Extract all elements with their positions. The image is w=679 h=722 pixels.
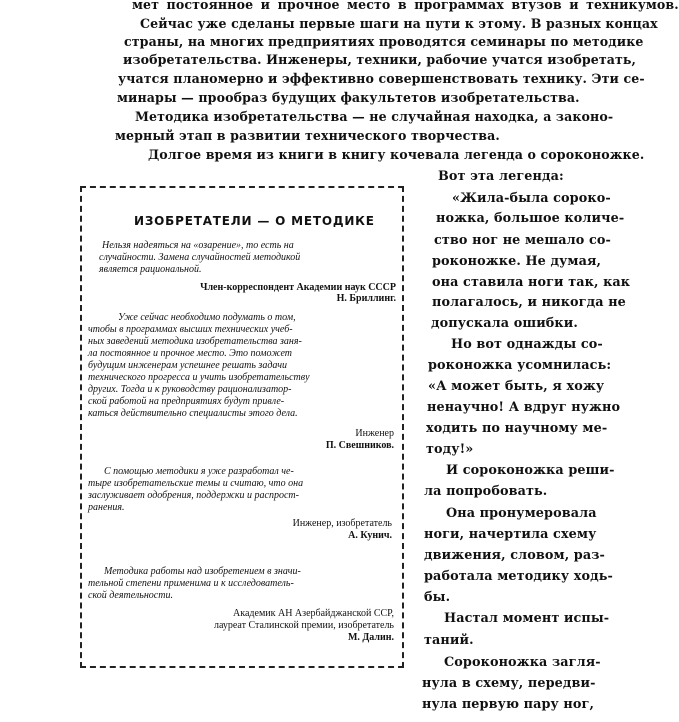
column-line-18: ноги, начертила схему — [424, 527, 597, 542]
quote-2-line-4: ла постоянное и прочное место. Это поможет — [88, 348, 292, 359]
column-line-10: роконожка усомнилась: — [428, 358, 612, 373]
column-line-2: «Жила-была сороко- — [452, 191, 611, 206]
quote-1-line-1: Нельзя надеяться на «озарение», то есть на — [102, 240, 294, 251]
quote-1-line-3: является рациональной. — [99, 264, 202, 275]
quote-3-line-1: С помощью методики я уже разработал че- — [104, 466, 294, 477]
column-line-6: она ставила ноги так, как — [432, 275, 631, 290]
quote-3-line-4: ранения. — [88, 502, 125, 513]
quote-2-line-2: чтобы в программах высших технических учеб- — [88, 324, 293, 335]
column-line-23: таний. — [424, 633, 474, 648]
quote-4-line-1: Методика работы над изобретением в значи- — [104, 566, 301, 577]
article-line-2: Сейчас уже сделаны первые шаги на пути к этому. В разных концах — [140, 16, 658, 31]
article-line-8: мерный этап в развитии технического творчества. — [115, 128, 500, 143]
quote-3-line-3: заслуживает одобрения, поддержки и распрост- — [88, 490, 299, 501]
column-line-8: допускала ошибки. — [431, 316, 578, 331]
column-line-22: Настал момент испы- — [444, 611, 610, 626]
column-line-19: движения, словом, раз- — [424, 548, 605, 563]
quote-2-line-9: каться действительно специалисты этого дела. — [88, 408, 298, 419]
column-line-4: ство ног не мешало со- — [434, 233, 611, 248]
column-line-20: работала методику ходь- — [424, 569, 613, 584]
column-line-3: ножка, большое количе- — [436, 211, 625, 226]
column-line-26: нула первую пару ног, — [422, 697, 594, 712]
quote-1-author-title: Член-корреспондент Академии наук СССР — [200, 282, 396, 293]
column-line-14: тоду!» — [426, 442, 474, 457]
quote-2-line-5: будущим инженерам успешнее решать задачи — [88, 360, 288, 371]
column-line-25: нула в схему, передви- — [422, 676, 596, 691]
quote-2-line-7: других. Тогда и к руководству рационализатор- — [88, 384, 292, 395]
column-line-17: Она пронумеровала — [446, 506, 597, 521]
article-line-4: изобретательства. Инженеры, техники, рабочие учатся изобретать, — [123, 52, 637, 67]
quote-1-author-name: Н. Бриллинг. — [336, 293, 396, 304]
quote-2-line-6: технического прогресса и учить изобретательству — [88, 372, 310, 383]
quote-4-author-title: Академик АН Азербайджанской ССР, — [233, 608, 394, 619]
quote-3-author-name: А. Кунич. — [348, 530, 392, 541]
quote-2-line-1: Уже сейчас необходимо подумать о том, — [118, 312, 296, 323]
column-line-5: роконожке. Не думая, — [432, 254, 602, 269]
quote-3-line-2: тыре изобретательские темы и считаю, что она — [88, 478, 304, 489]
quote-3-author-title: Инженер, изобретатель — [292, 518, 392, 529]
article-line-9: Долгое время из книги в книгу кочевала легенда о сороконожке. — [148, 147, 645, 162]
column-line-24: Сороконожка загля- — [444, 655, 601, 670]
column-line-9: Но вот однажды со- — [451, 337, 603, 352]
quote-2-author-name: П. Свешников. — [325, 440, 394, 451]
quote-2-line-8: ской работой на предприятиях будут привле- — [88, 396, 285, 407]
article-line-3: страны, на многих предприятиях проводятся семинары по методике — [124, 34, 644, 49]
quote-4-author-detail: лауреат Сталинской премии, изобретатель — [213, 620, 394, 631]
column-line-7: полагалось, и никогда не — [432, 295, 626, 310]
column-line-11: «А может быть, я хожу — [428, 379, 605, 394]
column-line-16: ла попробовать. — [424, 484, 548, 499]
quote-4-line-3: ской деятельности. — [88, 590, 173, 601]
column-line-15: И сороконожка реши- — [446, 463, 615, 478]
column-line-21: бы. — [424, 590, 451, 605]
article-line-5: учатся планомерно и эффективно совершенствовать технику. Эти се- — [118, 71, 645, 86]
sidebar-title: ИЗОБРЕТАТЕЛИ — О МЕТОДИКЕ — [134, 214, 375, 228]
article-line-7: Методика изобретательства — не случайная находка, а законо- — [135, 109, 614, 124]
quote-4-author-name: М. Далин. — [347, 632, 394, 643]
article-line-6: минары — прообраз будущих факультетов изобретательства. — [117, 90, 580, 105]
column-line-1: Вот эта легенда: — [438, 169, 564, 184]
quote-2-line-3: ных заведений методика изобретательства заня- — [88, 336, 302, 347]
quote-2-author-title: Инженер — [355, 428, 394, 439]
column-line-13: ходить по научному ме- — [426, 421, 608, 436]
column-line-12: ненаучно! А вдруг нужно — [427, 400, 621, 415]
quote-4-line-2: тельной степени применима и к исследователь- — [88, 578, 294, 589]
article-line-1: мет постоянное и прочное место в программах втузов и техникумов. — [132, 0, 679, 12]
quote-1-line-2: случайности. Замена случайностей методикой — [99, 252, 301, 263]
